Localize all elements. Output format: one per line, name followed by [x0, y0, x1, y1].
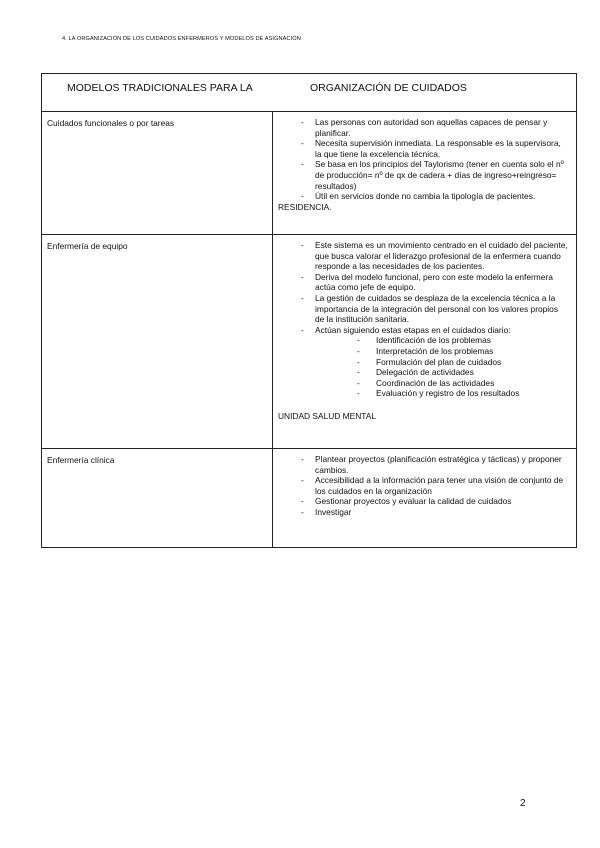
list-item — [301, 325, 568, 399]
sub-list-item: - Delegación de actividades — [357, 367, 568, 378]
models-table — [41, 73, 577, 548]
table-heading-left: MODELOS TRADICIONALES PARA LA — [67, 82, 253, 94]
model-name: Enfermería de equipo — [42, 235, 273, 449]
sub-list — [315, 335, 568, 399]
list-item: - La gestión de cuidados se desplaza de la excelencia técnica a la importancia de la integración del personal con los valores propios de la institución sanitaria. — [301, 293, 568, 325]
table-heading-right: ORGANIZACIÓN DE CUIDADOS — [310, 82, 467, 94]
list-item: - Deriva del modelo funcional, pero con este modelo la enfermera actúa como jefe de equipo. — [301, 272, 568, 293]
table-row — [42, 449, 577, 548]
list-item: - Necesita supervisión inmediata. La responsable es la supervisora, la que tiene la excelencia técnica. — [301, 138, 568, 159]
sub-list-item: - Formulación del plan de cuidados — [357, 357, 568, 368]
list-item: - Este sistema es un movimiento centrado en el cuidado del paciente, que busca valorar el liderazgo profesional de la enfermera cuando responde a las necesidades de los pacientes. — [301, 240, 568, 272]
table-heading — [42, 74, 577, 112]
list-item: - Plantear proyectos (planificación estratégica y tácticas) y proponer cambios. — [301, 454, 568, 475]
table-row — [42, 112, 577, 235]
model-name: Cuidados funcionales o por tareas — [42, 112, 273, 235]
model-name: Enfermería clínica — [42, 449, 273, 548]
page-number: 2 — [520, 798, 526, 809]
list-item: - Investigar — [301, 507, 568, 518]
table-row — [42, 235, 577, 449]
sub-list-item: - Coordinación de las actividades — [357, 378, 568, 389]
list-item: - Gestionar proyectos y evaluar la calidad de cuidados — [301, 496, 568, 507]
model-description — [273, 235, 577, 449]
list-item-text: Actúan siguiendo estas etapas en el cuidados diario: — [315, 324, 511, 335]
model-note: RESIDENCIA. — [278, 201, 332, 212]
list-item: - Las personas con autoridad son aquellas capaces de pensar y planificar. — [301, 117, 568, 138]
list-item: - Accesibilidad a la información para tener una visión de conjunto de los cuidados en la organización — [301, 475, 568, 496]
list-item: - Útil en servicios donde no cambia la tipología de pacientes. — [301, 191, 568, 202]
list-item: - Se basa en los principios del Taylorismo (tener en cuenta solo el nº de producción= nº de qx de cadera + días de ingreso+reingreso= resultados) — [301, 159, 568, 191]
model-note: UNIDAD SALUD MENTAL — [278, 410, 377, 421]
model-description — [273, 449, 577, 548]
bullet-list — [278, 454, 568, 518]
bullet-list — [278, 240, 568, 399]
bullet-list — [278, 117, 568, 202]
sub-list-item: - Evaluación y registro de los resultados — [357, 388, 568, 399]
running-header: 4. LA ORGANIZACIÓN DE LOS CUIDADOS ENFERMEROS Y MODELOS DE ASIGNACIÓN — [62, 36, 301, 42]
sub-list-item: - Interpretación de los problemas — [357, 346, 568, 357]
sub-list-item: - Identificación de los problemas — [357, 335, 568, 346]
model-description — [273, 112, 577, 235]
